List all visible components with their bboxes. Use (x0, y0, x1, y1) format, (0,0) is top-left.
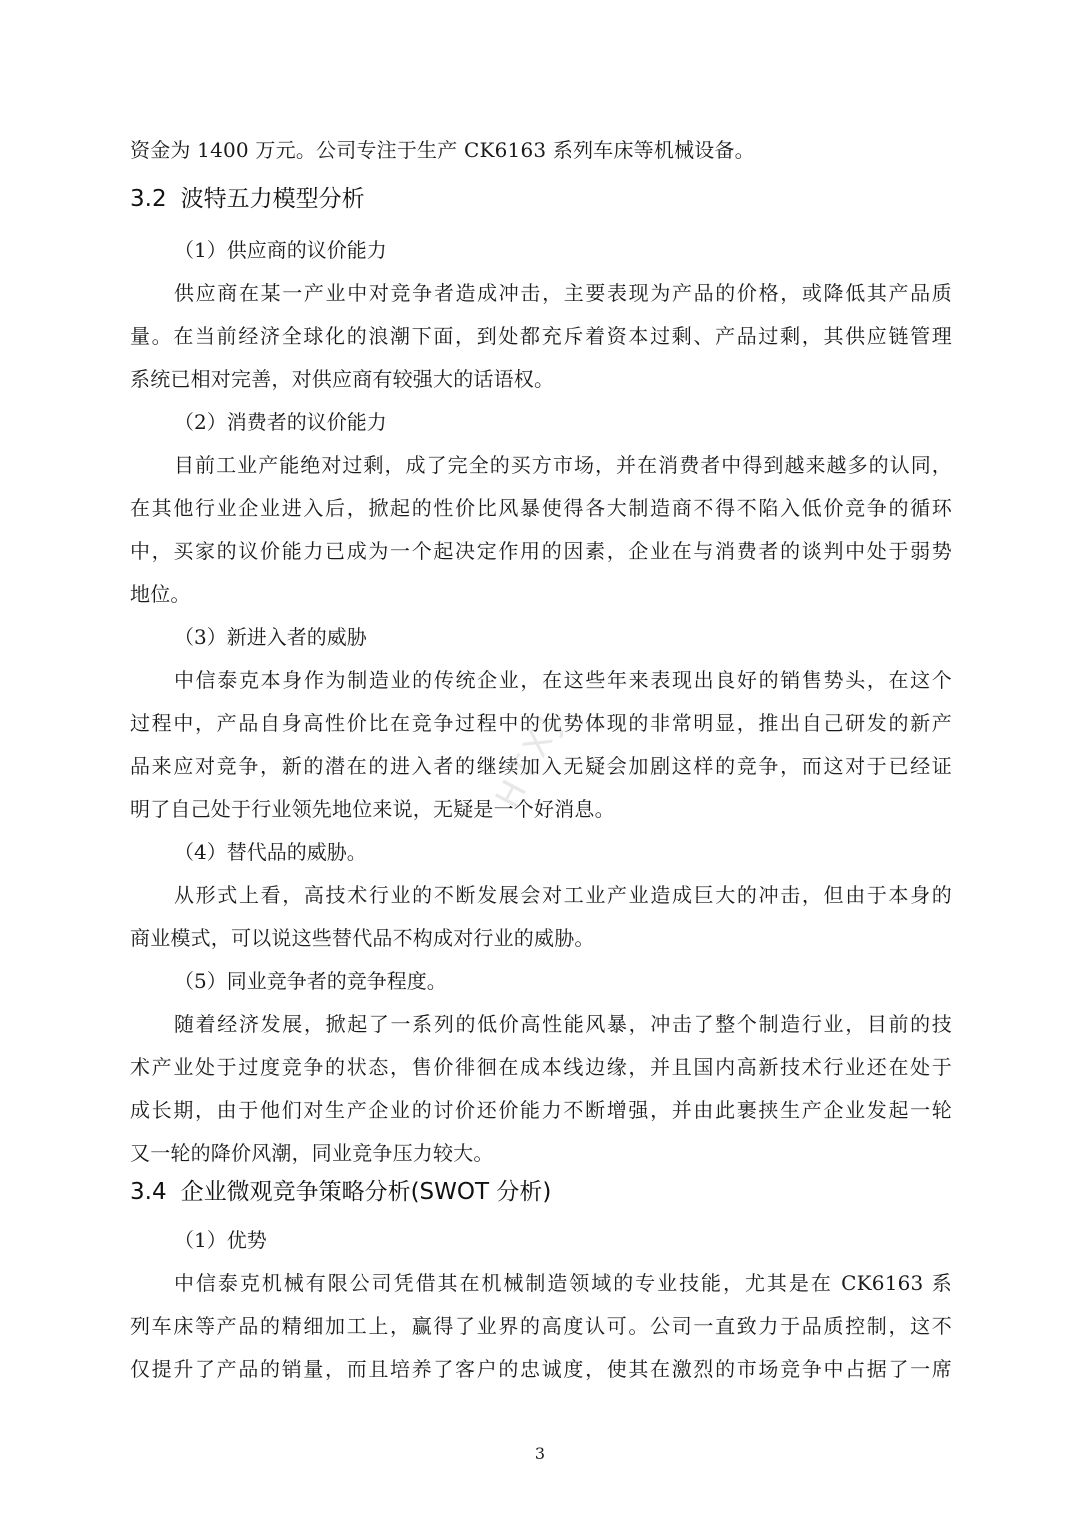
subsection-label-rivalry: （5）同业竞争者的竞争程度。 (174, 969, 447, 993)
paragraph-line: 又一轮的降价风潮，同业竞争压力较大。 (130, 1141, 494, 1165)
section-heading-3-4 (130, 1178, 551, 1206)
paragraph-line: 商业模式，可以说这些替代品不构成对行业的威胁。 (130, 926, 595, 950)
subsection-label-strengths: （1）优势 (174, 1228, 267, 1252)
subsection-label-consumer: （2）消费者的议价能力 (174, 410, 387, 434)
paragraph-line: 术产业处于过度竞争的状态，售价徘徊在成本线边缘，并且国内高新技术行业还在处于 (130, 1055, 952, 1079)
paragraph-line: 成长期，由于他们对生产企业的讨价还价能力不断增强，并由此裹挟生产企业发起一轮 (130, 1098, 952, 1122)
continuation-line: 资金为 1400 万元。公司专注于生产 CK6163 系列车床等机械设备。 (130, 138, 755, 162)
paragraph-line: 明了自己处于行业领先地位来说，无疑是一个好消息。 (130, 797, 615, 821)
paragraph-line: 过程中，产品自身高性价比在竞争过程中的优势体现的非常明显，推出自己研发的新产 (130, 711, 952, 735)
paragraph-line: 地位。 (130, 582, 191, 606)
paragraph-line: 列车床等产品的精细加工上，赢得了业界的高度认可。公司一直致力于品质控制，这不 (130, 1314, 952, 1338)
paragraph-line: 供应商在某一产业中对竞争者造成冲击，主要表现为产品的价格，或降低其产品质 (174, 281, 952, 305)
paragraph-line: 随着经济发展，掀起了一系列的低价高性能风暴，冲击了整个制造行业，目前的技 (174, 1012, 952, 1036)
paragraph-line: 品来应对竞争，新的潜在的进入者的继续加入无疑会加剧这样的竞争，而这对于已经证 (130, 754, 952, 778)
paragraph-line: 在其他行业企业进入后，掀起的性价比风暴使得各大制造商不得不陷入低价竞争的循环 (130, 496, 952, 520)
paragraph-line: 中信泰克本身作为制造业的传统企业，在这些年来表现出良好的销售势头，在这个 (174, 668, 952, 692)
paragraph-line: 系统已相对完善，对供应商有较强大的话语权。 (130, 367, 555, 391)
subsection-label-new-entrants: （3）新进入者的威胁 (174, 625, 367, 649)
paragraph-line: 仅提升了产品的销量，而且培养了客户的忠诚度，使其在激烈的市场竞争中占据了一席 (130, 1357, 952, 1381)
subsection-label-supplier: （1）供应商的议价能力 (174, 238, 387, 262)
paragraph-line: 中信泰克机械有限公司凭借其在机械制造领域的专业技能，尤其是在 CK6163 系 (174, 1271, 952, 1295)
paragraph-line: 量。在当前经济全球化的浪潮下面，到处都充斥着资本过剩、产品过剩，其供应链管理 (130, 324, 952, 348)
watermark-text: HTXJ (487, 704, 572, 816)
section-number: 3.2 (130, 186, 167, 212)
section-title: 波特五力模型分析 (180, 186, 365, 212)
paragraph-line: 目前工业产能绝对过剩，成了完全的买方市场，并在消费者中得到越来越多的认同， (174, 453, 952, 477)
page-number: 3 (534, 1444, 546, 1463)
subsection-label-substitutes: （4）替代品的威胁。 (174, 840, 367, 864)
paragraph-line: 中，买家的议价能力已成为一个起决定作用的因素，企业在与消费者的谈判中处于弱势 (130, 539, 952, 563)
paragraph-line: 从形式上看，高技术行业的不断发展会对工业产业造成巨大的冲击，但由于本身的 (174, 883, 952, 907)
section-heading-3-2 (130, 185, 365, 213)
section-title: 企业微观竞争策略分析(SWOT 分析) (180, 1179, 552, 1205)
section-number: 3.4 (130, 1179, 167, 1205)
